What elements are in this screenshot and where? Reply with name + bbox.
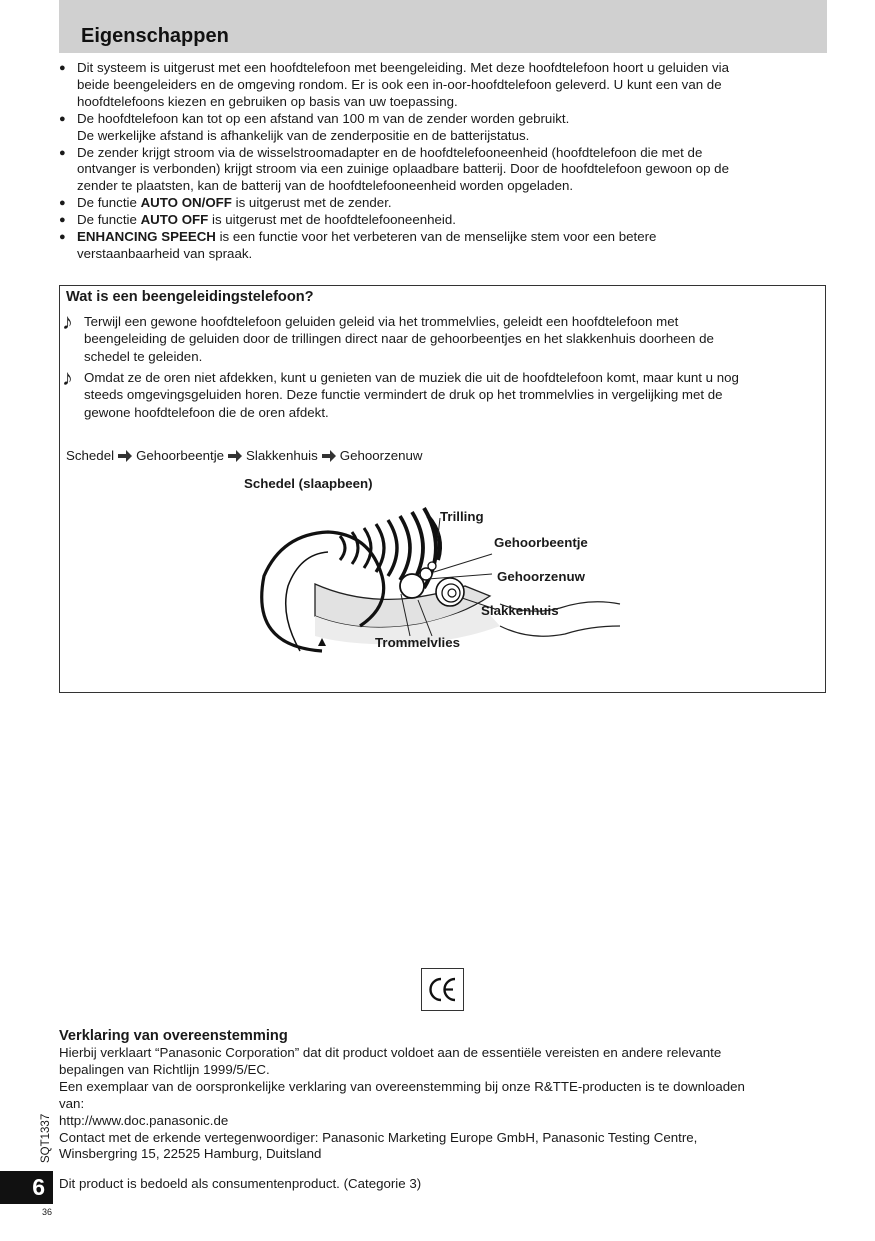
chain-step: Gehoorzenuw — [339, 448, 423, 463]
page-number-tab — [0, 1171, 53, 1204]
list-item: ● Dit systeem is uitgerust met een hoofdtelefoon met beengeleiding. Met deze hoofdtelefoon hoort u geluiden via beide beengeleiders en de omgeving rondom. Er is ook een in-oor-hoofdtelefoon geleverd. U kunt een van de hoofdtelefoons kiezen en gebruiken op basis van uw toepassing. — [59, 60, 729, 109]
bullet-icon: ● — [59, 62, 66, 74]
conduction-chain — [66, 448, 423, 463]
label-vibration: Trilling — [440, 509, 484, 524]
label-skull: Schedel (slaapbeen) — [244, 476, 373, 491]
arrow-right-icon — [322, 450, 336, 462]
chain-step: Slakkenhuis — [246, 448, 318, 463]
music-note-icon: ♪ — [62, 365, 73, 390]
box-title: Wat is een beengeleidingstelefoon? — [66, 289, 314, 305]
label-eardrum: Trommelvlies — [375, 635, 460, 650]
chain-step: Schedel — [66, 448, 115, 463]
consumer-note: Dit product is bedoeld als consumentenproduct. (Categorie 3) — [59, 1176, 422, 1192]
bullet-icon: ● — [59, 112, 66, 125]
label-cochlea: Slakkenhuis — [481, 603, 559, 618]
declaration-title: Verklaring van overeenstemming — [59, 1028, 288, 1044]
bullet-icon: ● — [59, 197, 66, 210]
ear-diagram — [60, 476, 825, 696]
list-item: ● De zender krijgt stroom via de wisselstroomadapter en de hoofdtelefooneenheid (hoofdtelefoon die met de ontvanger is verbonden) krijgt stroom via een zuinige oplaadbare batterij. Door de hoofdtelefoon gewoon op de zender te plaatsten, kan de batterij van de hoofdtelefooneenheid worden opgeladen. — [59, 144, 729, 194]
bullet-icon: ● — [59, 146, 66, 159]
bullet-icon: ● — [59, 214, 66, 227]
info-paragraph: ♪ Terwijl een gewone hoofdtelefoon geluiden geleid via het trommelvlies, geleidt een hoofdtelefoon met beengeleiding de geluiden door de trillingen direct naar de gehoorbeentjes en het slakkenhuis doorheen de schedel te geleiden. — [62, 309, 714, 364]
chain-step: Gehoorbeentje — [136, 448, 225, 463]
feature-list — [59, 60, 819, 263]
ce-mark-logo — [421, 968, 464, 1011]
page-number: 6 — [32, 1174, 45, 1200]
doc-url: http://www.doc.panasonic.de — [59, 1112, 229, 1128]
list-item: ● De functie AUTO OFF is uitgerust met de hoofdtelefooneenheid. — [59, 212, 456, 228]
music-note-icon: ♪ — [62, 309, 73, 334]
document-code: SQT1337 — [40, 1113, 52, 1163]
bullet-icon: ● — [59, 231, 66, 244]
info-paragraph: ♪ Omdat ze de oren niet afdekken, kunt u genieten van de muziek die uit de hoofdtelefoon komt, maar kunt u nog steeds omgevingsgeluiden horen. Deze functie vermindert de druk op het trommelvlies in vergelijking met de gewone hoofdtelefoon die de oren afdekt. — [62, 365, 739, 420]
sub-page-number: 36 — [42, 1207, 53, 1217]
arrow-right-icon — [228, 450, 242, 462]
list-item: ● De functie AUTO ON/OFF is uitgerust met de zender. — [59, 195, 392, 211]
list-item: ● ENHANCING SPEECH is een functie voor het verbeteren van de menselijke stem voor een betere verstaanbaarheid van spraak. — [59, 229, 657, 261]
list-item: ● De hoofdtelefoon kan tot op een afstand van 100 m van de zender worden gebruikt. De werkelijke afstand is afhankelijk van de zenderpositie en de batterijstatus. — [59, 110, 570, 143]
label-ossicle: Gehoorbeentje — [494, 535, 588, 550]
label-nerve: Gehoorzenuw — [497, 569, 585, 584]
page-title: Eigenschappen — [81, 25, 229, 47]
info-box — [59, 285, 826, 693]
arrow-right-icon — [118, 450, 132, 462]
ce-icon — [422, 969, 463, 1010]
declaration-section: Verklaring van overeenstemming Hierbij verklaart “Panasonic Corporation” dat dit product voldoet aan de essentiële vereisten en andere relevante bepalingen van Richtlijn 1999/5/EC. Een exemplaar van de oorspronkelijke verklaring van overeenstemming bij onze R&TTE-producten is te downloaden van: http://www.doc.panasonic.de Contact met de erkende vertegenwoordiger: Panasonic Marketing Europe GmbH, Panasonic Testing Centre, Winsbergring 15, 22525 Hamburg, Duitsland Dit product is bedoeld als consumentenproduct. (Categorie 3) — [59, 1028, 829, 1193]
section-header — [59, 0, 827, 53]
